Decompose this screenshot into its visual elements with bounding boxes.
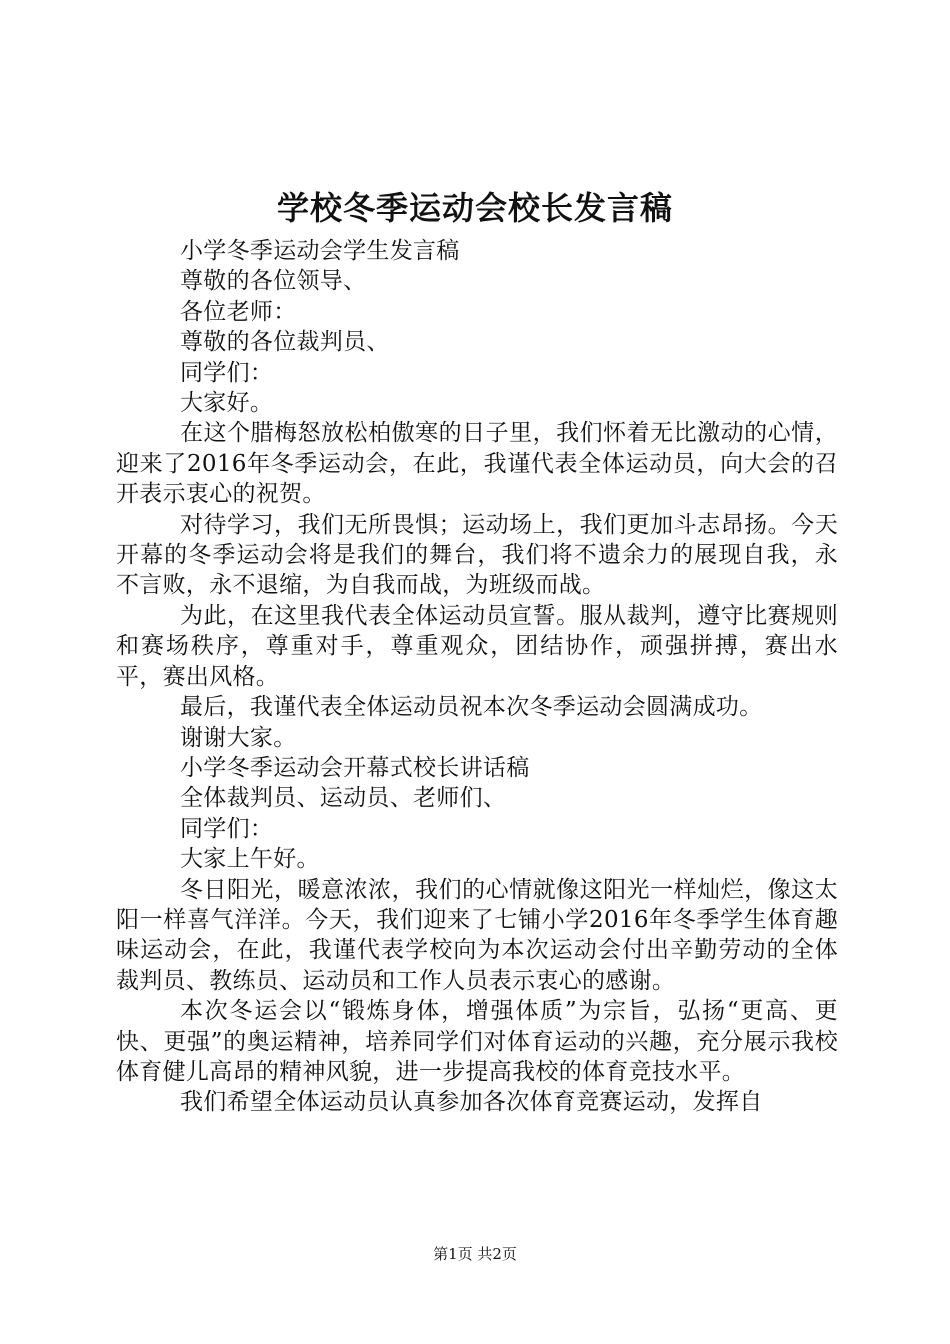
paragraph: 最后，我谨代表全体运动员祝本次冬季运动会圆满成功。 <box>180 694 763 721</box>
paragraph: 各位老师： <box>180 298 297 325</box>
document-body <box>116 236 838 1118</box>
paragraph: 在这个腊梅怒放松柏傲寒的日子里，我们怀着无比激动的心情，迎来了2016年冬季运动会，在此，我谨代表全体运动员，向大会的召开表示衷心的祝贺。 <box>116 420 838 508</box>
paragraph: 我们希望全体运动员认真参加各次体育竞赛运动，发挥自 <box>180 1089 763 1116</box>
paragraph: 本次冬运会以“锻炼身体，增强体质”为宗旨，弘扬“更高、更快、更强”的奥运精神，培养同学们对体育运动的兴趣，充分展示我校体育健儿高昂的精神风貌，进一步提高我校的体育竞技水平。 <box>116 998 838 1085</box>
paragraph: 大家上午好。 <box>180 846 320 873</box>
paragraph: 冬日阳光，暖意浓浓，我们的心情就像这阳光一样灿烂，像这太阳一样喜气洋洋。今天，我们迎来了七铺小学2016年冬季学生体育趣味运动会，在此，我谨代表学校向为本次运动会付出辛勤劳动的全体裁判员、教练员、运动员和工作人员表示衷心的感谢。 <box>116 876 838 994</box>
paragraph: 小学冬季运动会开幕式校长讲话稿 <box>180 754 530 781</box>
paragraph: 小学冬季运动会学生发言稿 <box>180 238 460 264</box>
document-title: 学校冬季运动会校长发言稿 <box>276 189 673 227</box>
paragraph: 尊敬的各位裁判员、 <box>180 329 390 356</box>
paragraph: 同学们： <box>180 815 274 842</box>
paragraph: 同学们： <box>180 359 274 386</box>
paragraph: 为此，在这里我代表全体运动员宣誓。服从裁判，遵守比赛规则和赛场秩序，尊重对手，尊重观众，团结协作，顽强拼搏，赛出水平，赛出风格。 <box>116 602 838 690</box>
paragraph: 尊敬的各位领导、 <box>180 268 367 295</box>
paragraph: 对待学习，我们无所畏惧；运动场上，我们更加斗志昂扬。今天开幕的冬季运动会将是我们的舞台，我们将不遗余力的展现自我，永不言败，永不退缩，为自我而战，为班级而战。 <box>116 511 838 599</box>
paragraph: 全体裁判员、运动员、老师们、 <box>180 785 507 812</box>
page-footer: 第1页 共2页 <box>433 1245 517 1263</box>
paragraph: 大家好。 <box>180 390 274 417</box>
paragraph: 谢谢大家。 <box>180 724 297 751</box>
